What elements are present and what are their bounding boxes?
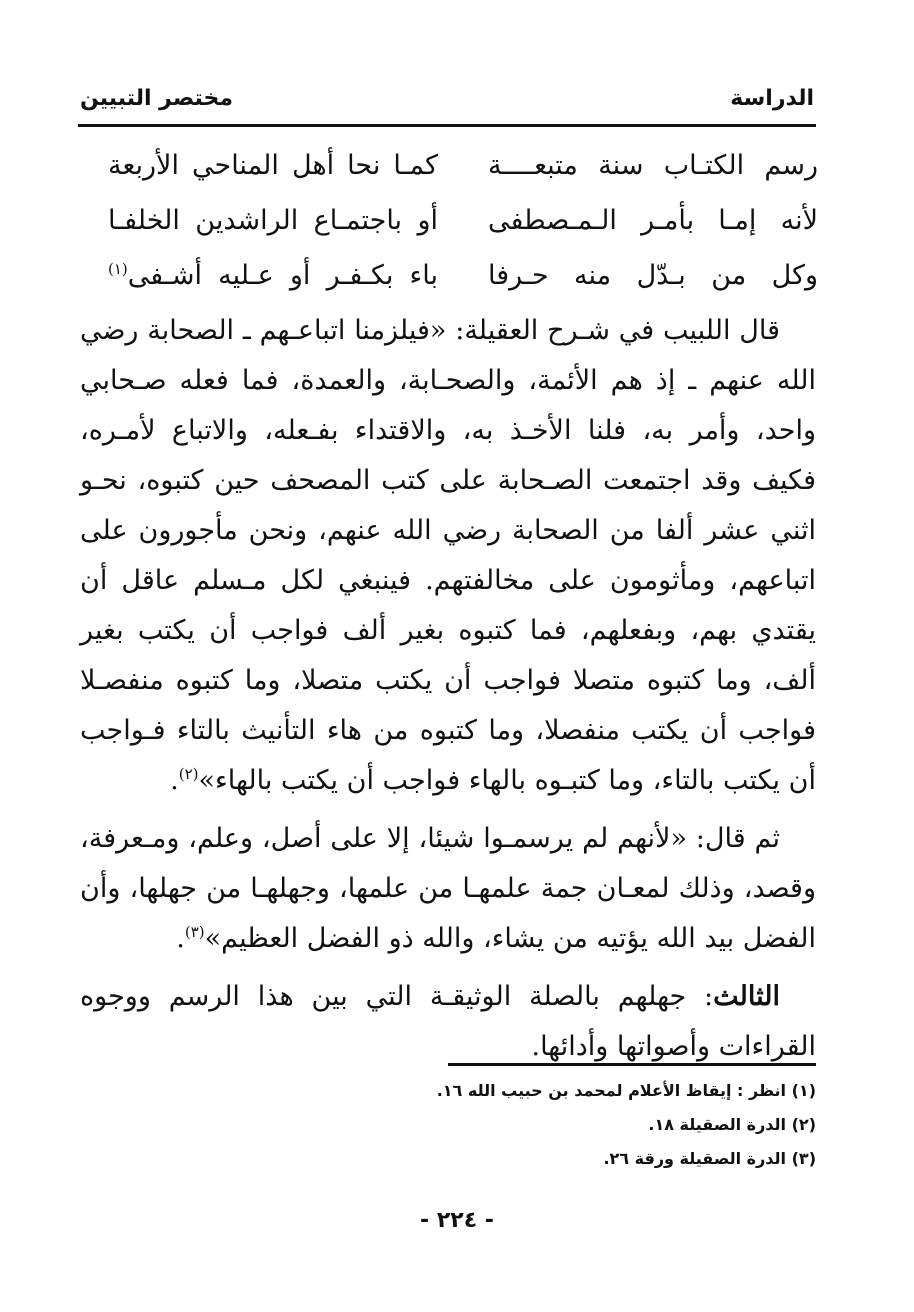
footnote-ref-1: (١) bbox=[108, 260, 128, 278]
footnote-3: (٣) الدرة الصقيلة ورقة ٢٦. bbox=[603, 1149, 816, 1168]
footnote-1: (١) انظر : إيقاظ الأعلام لمحمد بن حبيب الله ١٦. bbox=[436, 1081, 816, 1100]
page-number: - ٢٢٤ - bbox=[420, 1208, 494, 1233]
footnote-ref-3: (٣) bbox=[184, 923, 205, 941]
paragraph-quote-lubayb: قال اللبيب في شـرح العقيلة: «فيلزمنا اتباعـهم ـ الصحابة رضي الله عنهم ـ إذ هم الأئمة، والصحـابة، والعمدة، فما فعله صـحابي واحد، وأمر به، فلنا الأخـذ به، والاقتداء بفـعله، والاتباع لأمـره، فكيف وقد اجتمعت الصـحابة على كتب المصحف حين كتبوه، نحـو اثني عشر ألفا من الصحابة رضي الله عنهم، ونحن مأجورون على اتباعهم، ومأثومون على مخالفتهم. فينبغي لكل مـسلم عاقل أن يقتدي بهم، وبفعلهم، فما كتبوه بغير ألف فواجب أن يكتب بغير ألف، وما كتبوه متصلا فواجب أن يكتب متصلا، وما كتبوه منفصـلا فواجب أن يكتب منفصلا، وما كتبوه من هاء التأنيث بالتاء فـواجب أن يكتب بالتاء، وما كتبـوه بالهاء فواجب أن يكتب بالهاء»$^{(٢)}$. bbox=[80, 315, 816, 796]
header-rule bbox=[78, 124, 816, 127]
poem-block bbox=[108, 138, 818, 303]
paragraph-quote-continued: ثم قال: «لأنهم لم يرسمـوا شيئا، إلا على أصل، وعلم، ومـعرفة، وقصد، وذلك لمعـان جمة علمهـا من علمها، وجهلهـا من جهلها، وأن الفضل بيد الله يؤتيه من يشاء، والله ذو الفضل العظيم»$^{(٣)}$. bbox=[80, 823, 816, 954]
point-label: الثالث bbox=[713, 981, 780, 1012]
section-title: الدراسة bbox=[730, 85, 814, 111]
verse-first-hemistich: وكل من بـدّل منه حـرفا bbox=[488, 260, 818, 291]
verse-second-hemistich: باء بكـفـر أو عـليه أشـفى$^{(١)}$ bbox=[108, 260, 438, 291]
verse-line bbox=[108, 193, 818, 248]
verse-first-hemistich: رسم الكتـاب سنة متبعــــة bbox=[488, 150, 818, 181]
paragraph-third-point: الثالث: جهلهم بالصلة الوثيقـة التي بين هذا الرسم ووجوه القراءات وأصواتها وأدائها. bbox=[80, 981, 816, 1062]
footnote-ref-2: (٢) bbox=[178, 765, 199, 783]
verse-line bbox=[108, 138, 818, 193]
body-text bbox=[80, 306, 816, 1072]
verse-line bbox=[108, 248, 818, 303]
verse-second-hemistich: أو باجتمـاع الراشدين الخلفـا bbox=[108, 205, 438, 236]
footnote-rule bbox=[448, 1063, 816, 1066]
verse-second-hemistich: كمـا نحا أهل المناحي الأربعة bbox=[108, 150, 438, 181]
verse-first-hemistich: لأنه إمـا بأمـر الـمـصطفى bbox=[488, 205, 818, 236]
book-title: مختصر التبيين bbox=[80, 85, 234, 111]
running-head bbox=[80, 78, 814, 118]
footnote-2: (٢) الدرة الصقيلة ١٨. bbox=[648, 1115, 816, 1134]
footnotes bbox=[80, 1074, 816, 1176]
